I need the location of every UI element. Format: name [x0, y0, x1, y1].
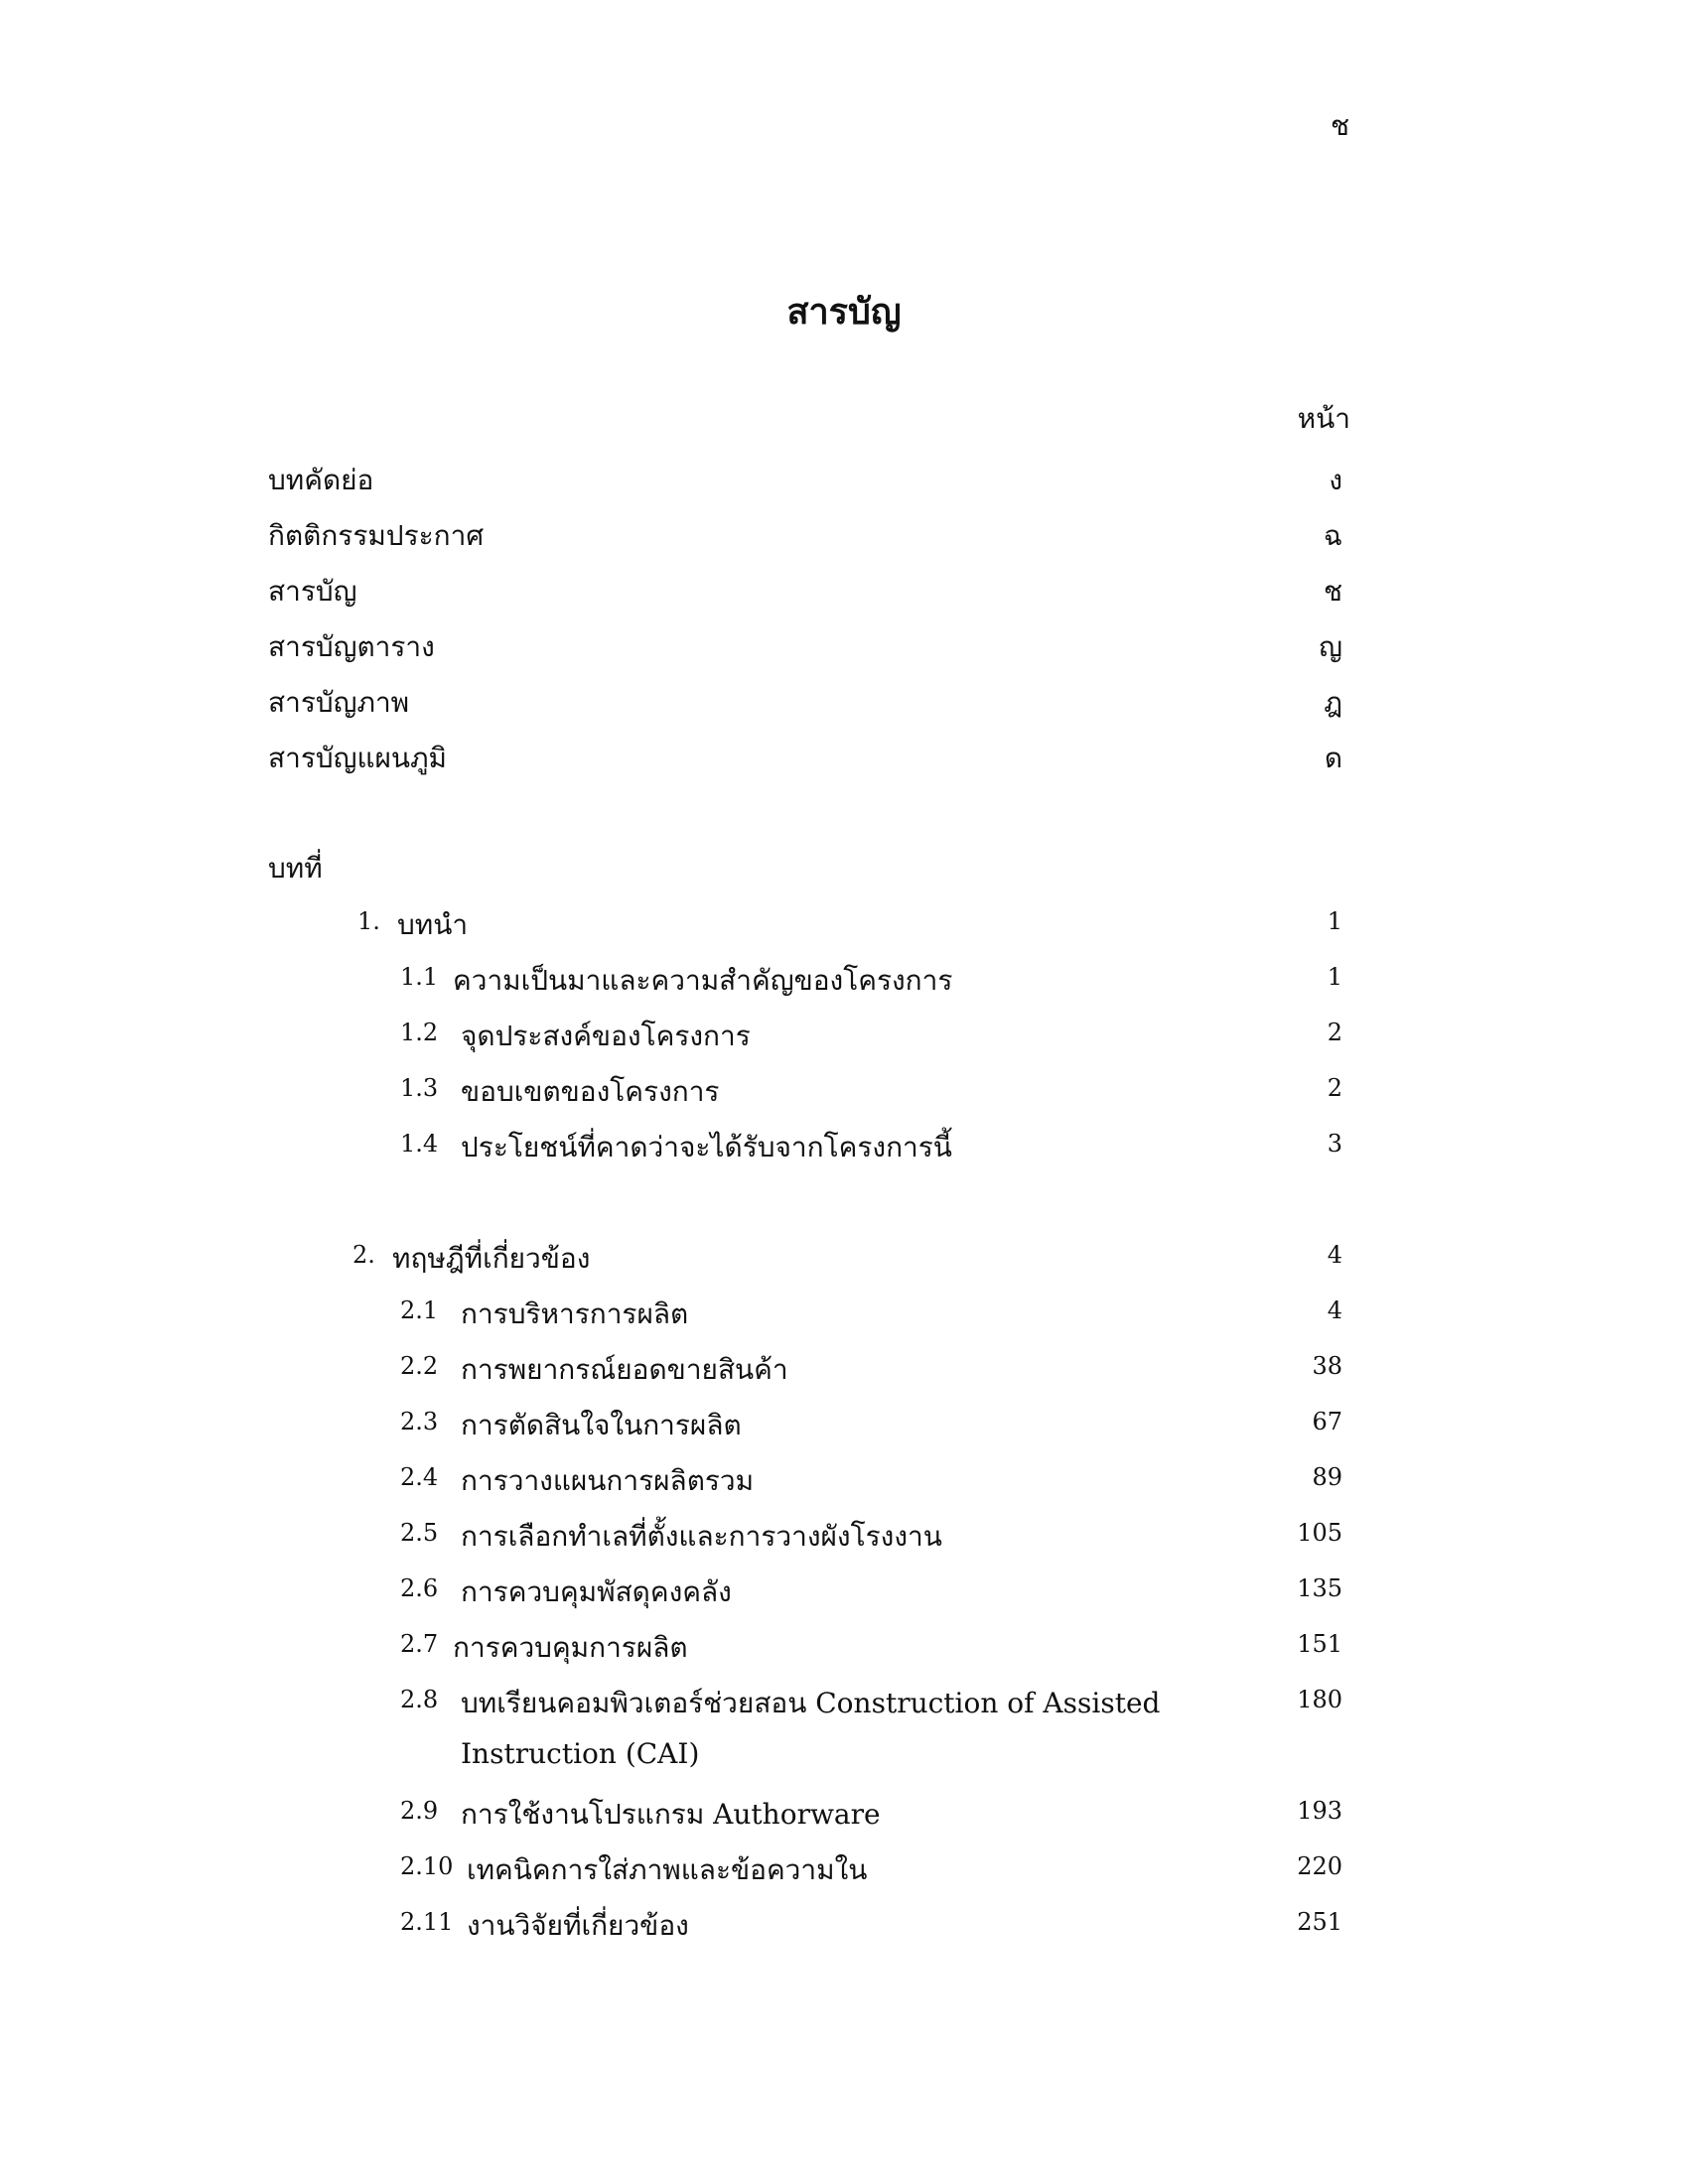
toc-entry-page: 1: [1327, 907, 1342, 935]
toc-entry-page: 135: [1297, 1574, 1342, 1602]
toc-entry-acknowledgement: [0, 514, 1688, 570]
page-column-label: หน้า: [1297, 402, 1350, 435]
toc-section-2-2: [0, 1348, 1688, 1404]
toc-entry-page: 220: [1297, 1852, 1342, 1880]
toc-section-2-11: [0, 1904, 1688, 1960]
chapter-label: บทนำ: [397, 908, 469, 941]
section-label: งานวิจัยที่เกี่ยวข้อง: [467, 1909, 689, 1942]
toc-section-1-3: [0, 1070, 1688, 1126]
section-label: การตัดสินใจในการผลิต: [461, 1409, 742, 1441]
toc-entry-page: 2: [1327, 1074, 1342, 1102]
section-number: 2.7: [400, 1630, 439, 1658]
section-label: การบริหารการผลิต: [461, 1297, 689, 1330]
toc-entry-list-of-tables: [0, 625, 1688, 681]
section-label: การใช้งานโปรแกรม Authorware: [461, 1798, 881, 1831]
toc-entry-page: 151: [1297, 1630, 1342, 1658]
toc-entry-list-of-charts: [0, 737, 1688, 792]
toc-entry-page: 3: [1327, 1130, 1342, 1158]
chapter-number: 1.: [357, 907, 380, 935]
toc-entry-page: 67: [1312, 1408, 1342, 1435]
toc-entry-label: สารบัญแผนภูมิ: [268, 742, 447, 774]
toc-entry-page: 105: [1297, 1519, 1342, 1547]
chapter-number: 2.: [352, 1241, 375, 1269]
toc-entry-page: ช: [1323, 575, 1342, 608]
section-number: 1.3: [400, 1074, 439, 1102]
toc-entry-page: 193: [1297, 1797, 1342, 1825]
toc-entry-abstract: [0, 459, 1688, 514]
toc-section-2-4: [0, 1459, 1688, 1515]
section-number: 2.6: [400, 1574, 439, 1602]
toc-entry-page: 251: [1297, 1908, 1342, 1936]
chapter-label: ทฤษฎีที่เกี่ยวข้อง: [392, 1242, 591, 1275]
toc-entry-page: ฉ: [1323, 519, 1342, 552]
section-number: 2.1: [400, 1297, 439, 1324]
toc-entry-label: กิตติกรรมประกาศ: [268, 519, 485, 552]
toc-section-2-6: [0, 1570, 1688, 1626]
section-label-continued: Instruction (CAI): [461, 1737, 700, 1770]
section-number: 2.11: [400, 1908, 454, 1936]
toc-entry-contents: [0, 570, 1688, 625]
toc-section-2-3: [0, 1404, 1688, 1459]
section-label: การเลือกทำเลที่ตั้งและการวางผังโรงงาน: [461, 1520, 942, 1553]
section-label: การพยากรณ์ยอดขายสินค้า: [461, 1353, 788, 1386]
section-number: 2.5: [400, 1519, 439, 1547]
toc-section-1-2: [0, 1015, 1688, 1070]
toc-entry-label: บทคัดย่อ: [268, 464, 374, 496]
toc-section-2-8: [0, 1682, 1688, 1737]
section-number: 2.8: [400, 1686, 439, 1713]
section-label: การควบคุมพัสดุคงคลัง: [461, 1575, 732, 1608]
section-label: บทเรียนคอมพิวเตอร์ช่วยสอน Construction of Assisted: [461, 1687, 1161, 1719]
toc-section-2-9: [0, 1793, 1688, 1848]
toc-entry-label: สารบัญตาราง: [268, 630, 435, 663]
toc-entry-page: 4: [1327, 1297, 1342, 1324]
toc-section-2-5: [0, 1515, 1688, 1570]
toc-section-1-1: [0, 959, 1688, 1015]
section-label: การวางแผนการผลิตรวม: [461, 1464, 755, 1497]
chapter-heading: [0, 847, 1688, 902]
section-number: 2.10: [400, 1852, 454, 1880]
toc-entry-page: 1: [1327, 963, 1342, 991]
section-number: 2.3: [400, 1408, 439, 1435]
toc-entry-page: 2: [1327, 1019, 1342, 1046]
section-label: เทคนิคการใส่ภาพและข้อความใน: [467, 1853, 868, 1886]
toc-section-2-8-continued: [0, 1737, 1688, 1793]
toc-section-1-4: [0, 1126, 1688, 1181]
section-number: 2.9: [400, 1797, 439, 1825]
toc-entry-page: 180: [1297, 1686, 1342, 1713]
toc-entry-page: 38: [1312, 1352, 1342, 1380]
toc-chapter-1: [0, 903, 1688, 959]
toc-section-2-10: [0, 1848, 1688, 1904]
section-number: 2.2: [400, 1352, 439, 1380]
toc-entry-list-of-figures: [0, 681, 1688, 737]
chapter-heading-label: บทที่: [268, 852, 323, 885]
page-number: ช: [1331, 109, 1350, 142]
toc-section-2-7: [0, 1626, 1688, 1682]
toc-entry-label: สารบัญภาพ: [268, 686, 410, 719]
toc-entry-page: ง: [1329, 464, 1342, 496]
toc-entry-page: ญ: [1319, 630, 1342, 663]
section-label: การควบคุมการผลิต: [453, 1631, 688, 1664]
section-number: 2.4: [400, 1463, 439, 1491]
toc-entry-page: ด: [1324, 742, 1342, 774]
section-number: 1.4: [400, 1130, 439, 1158]
section-number: 1.1: [400, 963, 439, 991]
toc-entry-page: ฎ: [1324, 686, 1342, 719]
section-label: ความเป็นมาและความสำคัญของโครงการ: [453, 964, 953, 997]
toc-entry-page: 89: [1312, 1463, 1342, 1491]
toc-entry-label: สารบัญ: [268, 575, 357, 608]
section-label: จุดประสงค์ของโครงการ: [461, 1020, 751, 1052]
section-label: ขอบเขตของโครงการ: [461, 1075, 720, 1108]
section-label: ประโยชน์ที่คาดว่าจะได้รับจากโครงการนี้: [461, 1131, 952, 1163]
toc-chapter-2: [0, 1237, 1688, 1293]
page-title: สารบัญ: [786, 291, 902, 333]
section-number: 1.2: [400, 1019, 439, 1046]
toc-entry-page: 4: [1327, 1241, 1342, 1269]
toc-section-2-1: [0, 1293, 1688, 1348]
